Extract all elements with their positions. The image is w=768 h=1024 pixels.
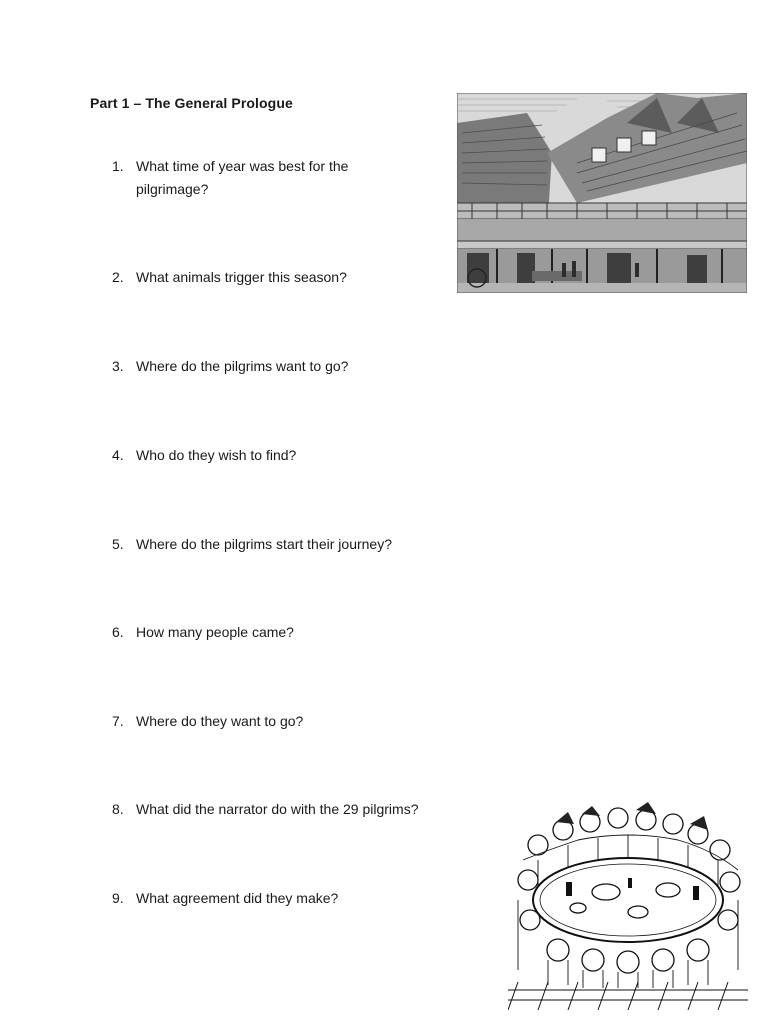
question-9 (112, 887, 412, 910)
question-text: Who do they wish to find? (136, 447, 297, 463)
question-text: What agreement did they make? (136, 890, 339, 906)
question-text: What did the narrator do with the 29 pilgrims? (136, 801, 419, 817)
question-2 (112, 266, 412, 289)
question-number: 7. (112, 713, 124, 729)
question-number: 5. (112, 536, 124, 552)
page-title: Part 1 – The General Prologue (90, 95, 293, 111)
question-number: 9. (112, 890, 124, 906)
question-4 (112, 444, 412, 467)
question-5 (112, 533, 412, 556)
question-8 (112, 798, 492, 821)
question-number: 3. (112, 358, 124, 374)
inn-courtyard-illustration (457, 93, 747, 293)
question-text: What time of year was best for the pilgrimage? (136, 158, 349, 197)
question-6 (112, 621, 412, 644)
question-text: How many people came? (136, 624, 294, 640)
question-1 (112, 155, 412, 201)
question-3 (112, 355, 412, 378)
pilgrims-feast-illustration (508, 800, 748, 1010)
question-text: What animals trigger this season? (136, 269, 347, 285)
question-7 (112, 710, 412, 733)
question-text: Where do they want to go? (136, 713, 304, 729)
question-number: 1. (112, 158, 124, 174)
question-number: 4. (112, 447, 124, 463)
question-text: Where do the pilgrims start their journey? (136, 536, 392, 552)
question-number: 2. (112, 269, 124, 285)
question-text: Where do the pilgrims want to go? (136, 358, 349, 374)
question-number: 6. (112, 624, 124, 640)
question-number: 8. (112, 801, 124, 817)
